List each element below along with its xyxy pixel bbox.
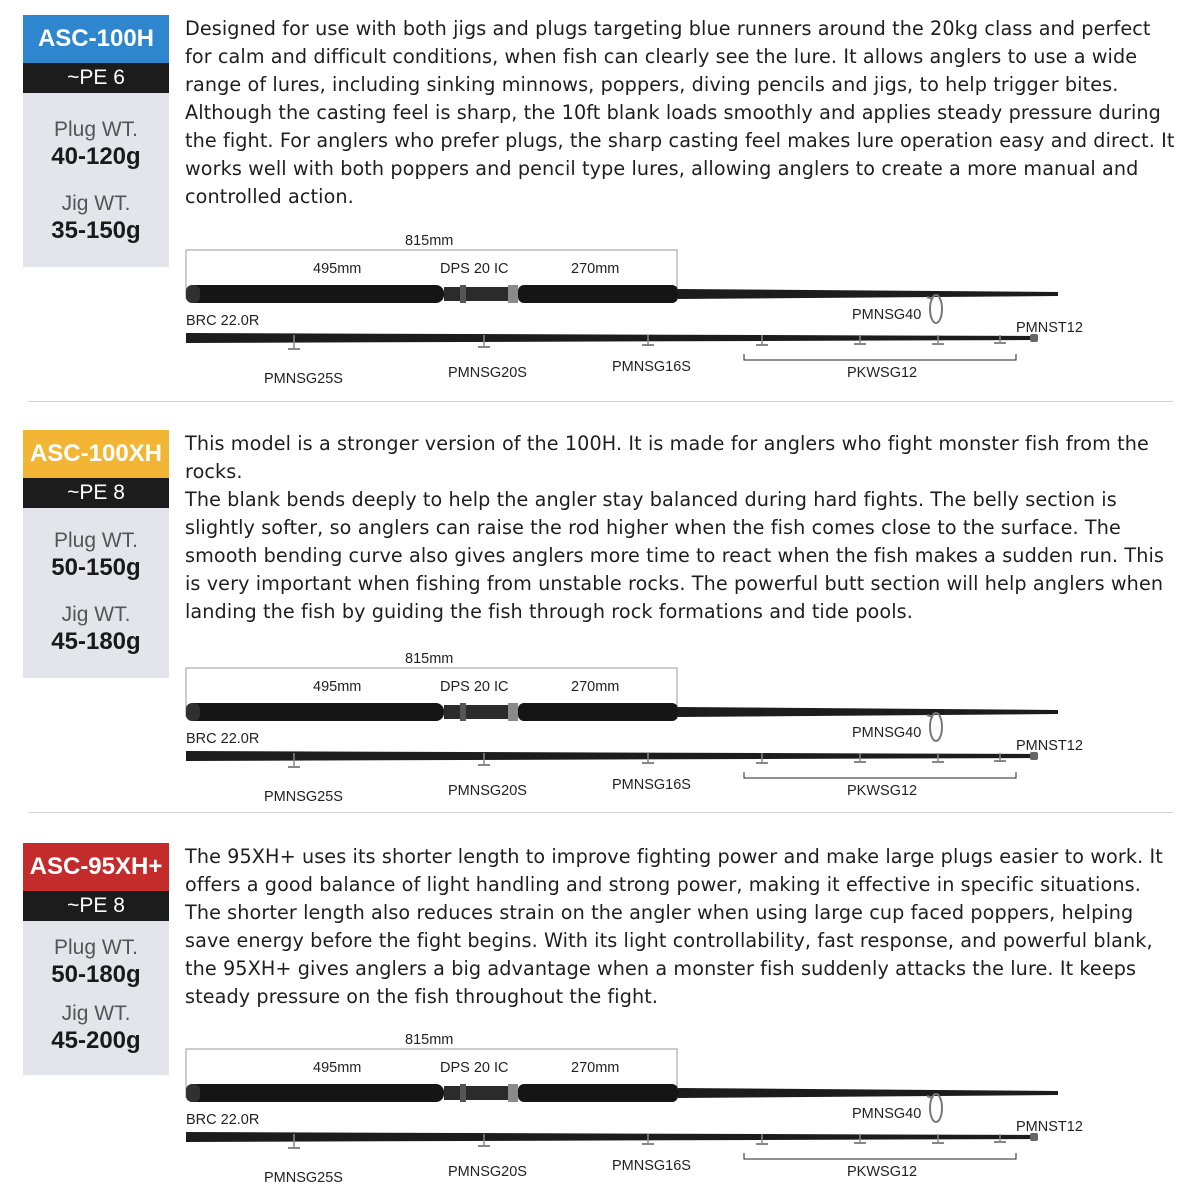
reel-seat <box>444 1086 514 1100</box>
total-length-label: 815mm <box>405 651 454 667</box>
jig-weight-label: Jig WT. <box>61 603 131 626</box>
plug-weight-label: Plug WT. <box>53 118 139 141</box>
guide-group-bracket <box>744 1153 1016 1159</box>
butt-cap <box>186 703 200 721</box>
section-divider <box>28 401 1173 402</box>
front-grip <box>186 285 444 303</box>
description-paragraph: Although the casting feel is sharp, the 10ft blank loads smoothly and applies steady pressure during the fight. For anglers who prefer plugs, the sharp casting feel makes lure operation easy and direct. It works well with both poppers and pencil type lures, allowing anglers to create a more manual and controlled action. <box>185 101 1175 208</box>
description-paragraph: This model is a stronger version of the 100H. It is made for anglers who fight monster fish from the rocks. <box>185 432 1149 483</box>
guide-label-2: PMNSG20S <box>448 365 527 381</box>
rod-diagram <box>0 217 1200 387</box>
plug-weight-label: Plug WT. <box>53 936 139 959</box>
rear-grip <box>518 285 678 303</box>
model-badge: ASC-100H <box>23 15 169 63</box>
rod-diagram <box>0 1016 1200 1186</box>
guide-group-label: PKWSG12 <box>847 1164 918 1180</box>
guide-label-1: PMNSG25S <box>264 1170 343 1186</box>
reel-seat-ring <box>460 285 466 303</box>
rear-grip-length-label: 270mm <box>571 679 620 695</box>
upper-blank <box>678 707 1058 717</box>
rod-description <box>185 843 1180 1011</box>
tip-top-label: PMNST12 <box>1016 320 1083 336</box>
lower-blank <box>186 1132 1036 1142</box>
jig-weight-label: Jig WT. <box>61 192 131 215</box>
lower-blank <box>186 751 1036 761</box>
guide-label-3: PMNSG16S <box>612 777 691 793</box>
reel-seat-label: DPS 20 IC <box>440 261 509 277</box>
guide-group-label: PKWSG12 <box>847 783 918 799</box>
rod-diagram <box>0 635 1200 805</box>
rear-grip <box>518 703 678 721</box>
reel-seat-nut <box>508 703 518 721</box>
reel-seat-nut <box>508 285 518 303</box>
reel-seat-ring <box>460 1084 466 1102</box>
rod-drawing <box>0 635 1200 805</box>
front-grip-length-label: 495mm <box>313 261 362 277</box>
model-badge: ASC-100XH <box>23 430 169 478</box>
description-paragraph: Designed for use with both jigs and plugs targeting blue runners around the 20kg class and perfect for calm and difficult conditions, when fish can clearly see the lure. It allows anglers to use a wide range of lures, including sinking minnows, poppers, diving pencils and jigs, to help trigger bites. <box>185 17 1151 96</box>
front-grip-length-label: 495mm <box>313 679 362 695</box>
front-grip <box>186 703 444 721</box>
reel-seat-label: DPS 20 IC <box>440 679 509 695</box>
rod-description <box>185 15 1180 211</box>
rear-grip-length-label: 270mm <box>571 261 620 277</box>
plug-weight-value: 40-120g <box>51 143 141 170</box>
pe-rating: ~PE 6 <box>23 63 169 93</box>
jig-weight-value: 45-200g <box>51 1027 141 1054</box>
front-grip <box>186 1084 444 1102</box>
jig-weight-label: Jig WT. <box>61 1002 131 1025</box>
rod-description <box>185 430 1180 626</box>
rod-drawing <box>0 217 1200 387</box>
plug-weight-label: Plug WT. <box>53 529 139 552</box>
guide-label-2: PMNSG20S <box>448 1164 527 1180</box>
guide-group-bracket <box>744 772 1016 778</box>
reel-seat-nut <box>508 1084 518 1102</box>
model-badge: ASC-95XH+ <box>23 843 169 891</box>
stripper-guide-label: PMNSG40 <box>852 725 922 741</box>
guide-label-3: PMNSG16S <box>612 359 691 375</box>
plug-weight-value: 50-150g <box>51 554 141 581</box>
upper-blank <box>678 1088 1058 1098</box>
total-length-label: 815mm <box>405 233 454 249</box>
upper-blank <box>678 289 1058 299</box>
guide-group-label: PKWSG12 <box>847 365 918 381</box>
stripper-guide-label: PMNSG40 <box>852 1106 922 1122</box>
reel-seat <box>444 287 514 301</box>
pe-rating: ~PE 8 <box>23 891 169 921</box>
guide-label-3: PMNSG16S <box>612 1158 691 1174</box>
guide-label-1: PMNSG25S <box>264 371 343 387</box>
description-paragraph: The blank bends deeply to help the angler stay balanced during hard fights. The belly section is slightly softer, so anglers can raise the rod higher when the fish comes close to the surface. The smooth bending curve also gives anglers more time to react when the fish makes a sudden run. This is very important when fishing from unstable rocks. The powerful butt section will help anglers when landing the fish by guiding the fish through rock formations and tide pools. <box>185 488 1165 623</box>
butt-guide-label: BRC 22.0R <box>186 313 260 329</box>
front-grip-length-label: 495mm <box>313 1060 362 1076</box>
plug-weight-value: 50-180g <box>51 961 141 988</box>
butt-guide-label: BRC 22.0R <box>186 1112 260 1128</box>
rod-drawing <box>0 1016 1200 1186</box>
reel-seat-ring <box>460 703 466 721</box>
lower-blank <box>186 333 1036 343</box>
rear-grip-length-label: 270mm <box>571 1060 620 1076</box>
butt-guide-label: BRC 22.0R <box>186 731 260 747</box>
jig-weight-value: 45-180g <box>51 628 141 655</box>
butt-cap <box>186 285 200 303</box>
guide-group-bracket <box>744 354 1016 360</box>
guide-label-1: PMNSG25S <box>264 789 343 805</box>
rear-grip <box>518 1084 678 1102</box>
tip-top-label: PMNST12 <box>1016 1119 1083 1135</box>
total-length-label: 815mm <box>405 1032 454 1048</box>
description-paragraph: The 95XH+ uses its shorter length to improve fighting power and make large plugs easier to work. It offers a good balance of light handling and strong power, making it effective in specific situations. The shorter length also reduces strain on the angler when using large cup faced poppers, helping save energy before the fight begins. With its light controllability, fast response, and powerful blank, the 95XH+ gives anglers a big advantage when a monster fish suddenly attacks the lure. It keeps steady pressure on the fish throughout the fight. <box>185 845 1163 1008</box>
reel-seat <box>444 705 514 719</box>
jig-weight-value: 35-150g <box>51 217 141 244</box>
pe-rating: ~PE 8 <box>23 478 169 508</box>
reel-seat-label: DPS 20 IC <box>440 1060 509 1076</box>
guide-label-2: PMNSG20S <box>448 783 527 799</box>
stripper-guide-label: PMNSG40 <box>852 307 922 323</box>
section-divider <box>28 812 1173 813</box>
tip-top-label: PMNST12 <box>1016 738 1083 754</box>
butt-cap <box>186 1084 200 1102</box>
